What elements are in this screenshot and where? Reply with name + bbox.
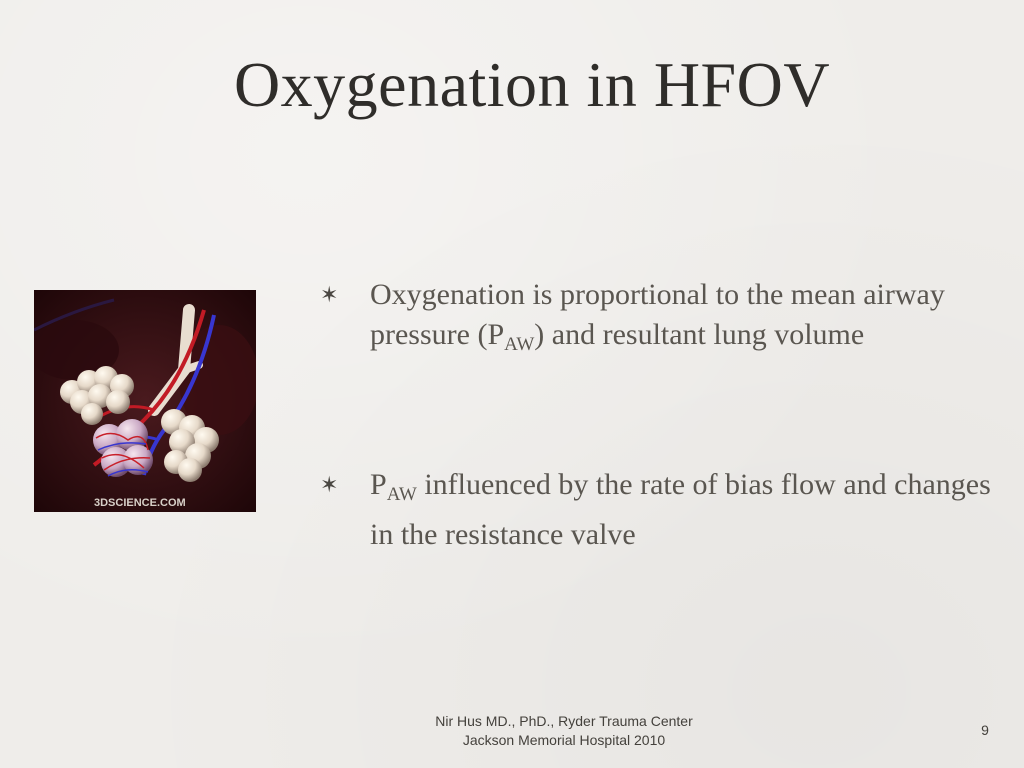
bullet-item bbox=[320, 465, 1010, 555]
subscript-text: AW bbox=[504, 334, 535, 355]
bullet-list bbox=[320, 275, 1010, 555]
bullet-text-continued: influenced by the rate of bias flow and changes in the resistance valve bbox=[370, 468, 991, 551]
watermark-text: 3DSCIENCE.COM bbox=[94, 497, 186, 509]
alveoli-illustration-icon bbox=[34, 290, 256, 512]
star-bullet-icon: ✶ bbox=[320, 472, 339, 497]
bullet-text-continued: ) and resultant lung volume bbox=[534, 318, 865, 351]
footer-institution: Jackson Memorial Hospital 2010 bbox=[462, 732, 666, 748]
page-number: 9 bbox=[981, 722, 989, 738]
bullet-text: P bbox=[370, 468, 387, 501]
slide-title: Oxygenation in HFOV bbox=[233, 49, 831, 120]
bullet-text: Oxygenation is proportional to the mean airway pressure (P bbox=[370, 278, 945, 351]
bullet-item bbox=[320, 275, 1010, 365]
subscript-text: AW bbox=[386, 484, 417, 505]
footer-author: Nir Hus MD., PhD., Ryder Trauma Center bbox=[435, 713, 693, 729]
star-bullet-icon: ✶ bbox=[320, 282, 339, 307]
slide-footer bbox=[380, 712, 748, 750]
